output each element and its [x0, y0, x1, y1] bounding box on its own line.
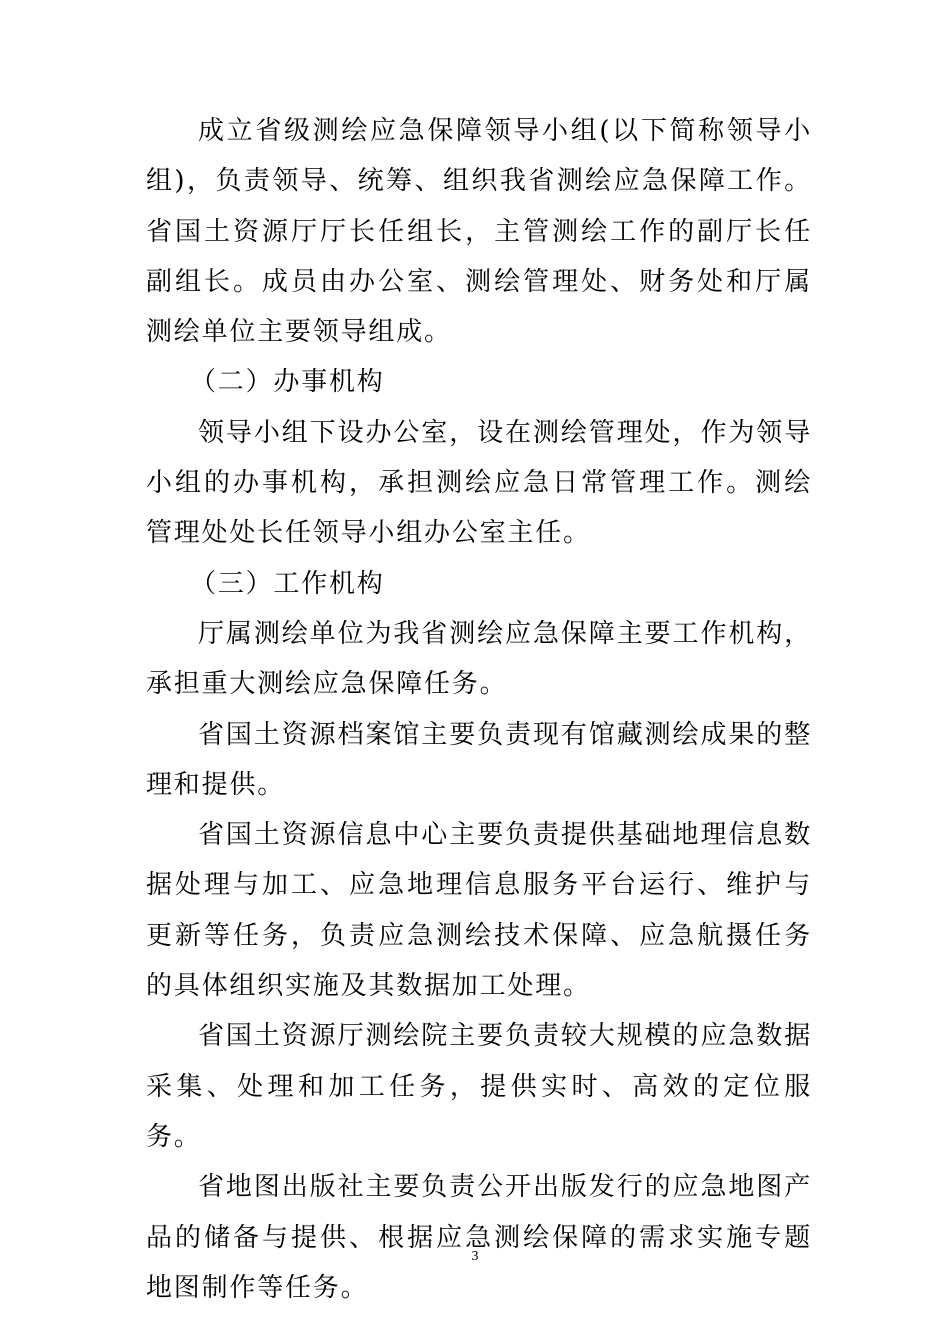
paragraph-survey-institute: 省国土资源厅测绘院主要负责较大规模的应急数据采集、处理和加工任务，提供实时、高效的定位服务。: [146, 1021, 812, 1152]
paragraph-office: 领导小组下设办公室，设在测绘管理处，作为领导小组的办事机构，承担测绘应急日常管理工作。测绘管理处处长任领导小组办公室主任。: [146, 417, 812, 549]
paragraph-survey-units: 厅属测绘单位为我省测绘应急保障主要工作机构，承担重大测绘应急保障任务。: [146, 618, 812, 700]
document-body: [146, 106, 812, 1313]
paragraph-leading-group: 成立省级测绘应急保障领导小组(以下简称领导小组)，负责领导、统筹、组织我省测绘应急保障工作。省国土资源厅厅长任组长，主管测绘工作的副厅长任副组长。成员由办公室、测绘管理处、财务处和厅属测绘单位主要领导组成。: [146, 116, 812, 348]
page-number: 3: [471, 1249, 479, 1264]
paragraph-map-press: 省地图出版社主要负责公开出版发行的应急地图产品的储备与提供、根据应急测绘保障的需求实施专题地图制作等任务。: [146, 1172, 812, 1303]
section-heading-working-bodies: （三）工作机构: [190, 568, 385, 599]
paragraph-info-center: 省国土资源信息中心主要负责提供基础地理信息数据处理与加工、应急地理信息服务平台运行、维护与更新等任务，负责应急测绘技术保障、应急航摄任务的具体组织实施及其数据加工处理。: [146, 820, 812, 1002]
paragraph-archives: 省国土资源档案馆主要负责现有馆藏测绘成果的整理和提供。: [146, 719, 812, 800]
section-heading-office: （二）办事机构: [190, 367, 385, 398]
